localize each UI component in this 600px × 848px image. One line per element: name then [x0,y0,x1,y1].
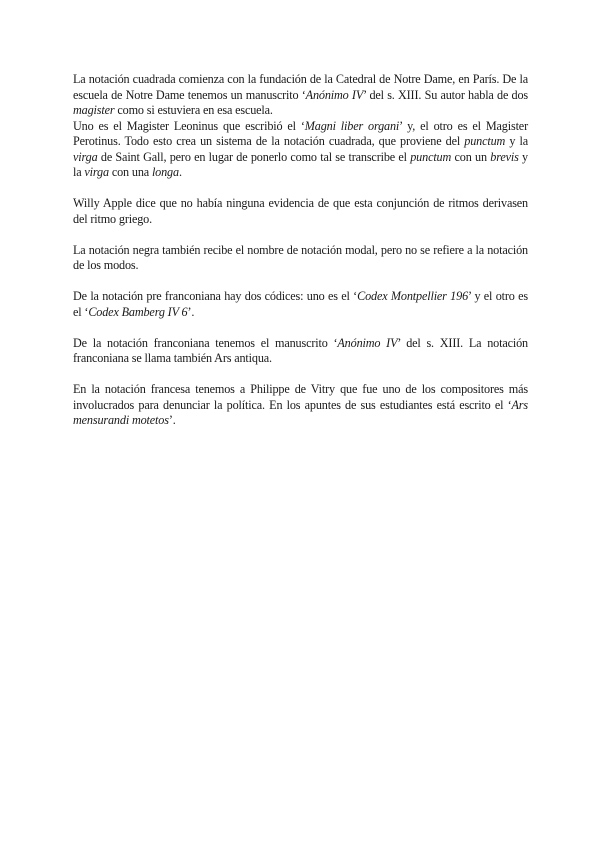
paragraph-leoninus-perotinus: Uno es el Magister Leoninus que escribió el ‘Magni liber organi’ y, el otro es el Magister Perotinus. Todo esto crea un sistema de la notación cuadrada, que proviene del punctum y la virga de Saint Gall, pero en lugar de ponerlo como tal se transcribe el punctum con un brevis y la virga con una longa. [73,118,528,179]
paragraph-notacion-francesa: En la notación francesa tenemos a Philippe de Vitry que fue uno de los compositores más involucrados para denunciar la política. En los apuntes de sus estudiantes está escrito el ‘Ars mensurandi motetos’. [73,382,528,427]
document-body [73,72,528,429]
paragraph-willy-apple: Willy Apple dice que no había ninguna evidencia de que esta conjunción de ritmos derivasen del ritmo griego. [73,196,528,226]
paragraph-franconiana: De la notación franconiana tenemos el manuscrito ‘Anónimo IV’ del s. XIII. La notación franconiana se llama también Ars antiqua. [73,335,528,365]
paragraph-pre-franconiana: De la notación pre franconiana hay dos códices: uno es el ‘Codex Montpellier 196’ y el otro es el ‘Codex Bamberg IV 6’. [73,289,528,319]
paragraph-notacion-negra: La notación negra también recibe el nombre de notación modal, pero no se refiere a la notación de los modos. [73,242,528,272]
paragraph-notation-cuadrada: La notación cuadrada comienza con la fundación de la Catedral de Notre Dame, en París. De la escuela de Notre Dame tenemos un manuscrito ‘Anónimo IV’ del s. XIII. Su autor habla de dos magister como si estuviera en esa escuela. [73,72,528,117]
